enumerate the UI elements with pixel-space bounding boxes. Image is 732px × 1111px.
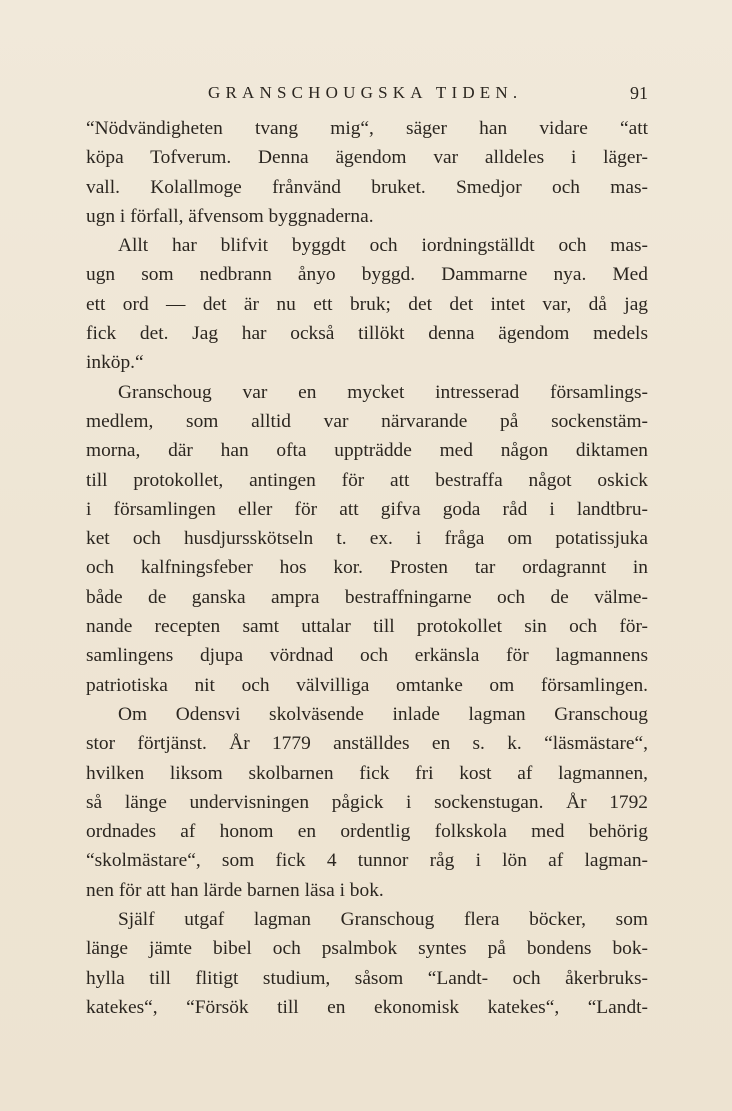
text-line: patriotiska nit och välvilliga omtanke om församlingen.: [86, 674, 648, 696]
text-line: till protokollet, antingen för att bestraffa något oskick: [86, 469, 648, 491]
page-header: [86, 78, 648, 108]
text-line: medlem, som alltid var närvarande på sockenstäm-: [86, 410, 648, 432]
text-line: Om Odensvi skolväsende inlade lagman Granschoug: [118, 703, 648, 725]
text-line: ugn i förfall, äfvensom byggnaderna.: [86, 205, 374, 227]
text-line: Själf utgaf lagman Granschoug flera böcker, som: [118, 909, 648, 931]
text-line: nen för att han lärde barnen läsa i bok.: [86, 879, 384, 901]
text-line: samlingens djupa vördnad och erkänsla för lagmannens: [86, 645, 648, 667]
text-line: stor förtjänst. År 1779 anställdes en s. k. “läsmästare“,: [86, 733, 648, 755]
text-line: i församlingen eller för att gifva goda råd i landtbru-: [86, 498, 648, 520]
text-line: både de ganska ampra bestraffningarne och de välme-: [86, 586, 648, 608]
text-line: Granschoug var en mycket intresserad församlings-: [118, 381, 648, 403]
text-line: köpa Tofverum. Denna ägendom var alldeles i läger-: [86, 147, 648, 169]
text-line: inköp.“: [86, 352, 144, 374]
text-line: och kalfningsfeber hos kor. Prosten tar ordagrannt in: [86, 557, 648, 579]
text-line: ket och husdjursskötseln t. ex. i fråga om potatissjuka: [86, 528, 648, 550]
text-line: nande recepten samt uttalar till protokollet sin och för-: [86, 616, 648, 638]
text-line: “Nödvändigheten tvang mig“, säger han vidare “att: [86, 118, 648, 139]
text-line: katekes“, “Försök till en ekonomisk katekes“, “Landt-: [86, 996, 648, 1018]
text-line: fick det. Jag har också tillökt denna ägendom medels: [86, 323, 648, 345]
body-text: [86, 114, 648, 1022]
text-line: hylla till flitigt studium, såsom “Landt- och åkerbruks-: [86, 967, 648, 989]
text-line: så länge undervisningen pågick i sockenstugan. År 1792: [86, 791, 648, 813]
text-line: ett ord — det är nu ett bruk; det det intet var, då jag: [86, 293, 648, 315]
text-line: “skolmästare“, som fick 4 tunnor råg i lön af lagman-: [86, 850, 648, 872]
text-line: vall. Kolallmoge frånvänd bruket. Smedjor och mas-: [86, 176, 648, 198]
running-title: GRANSCHOUGSKA TIDEN.: [208, 83, 523, 102]
text-line: Allt har blifvit byggdt och iordningställdt och mas-: [118, 235, 648, 257]
text-line: morna, där han ofta uppträdde med någon diktamen: [86, 440, 648, 462]
page-number: 91: [630, 83, 648, 103]
text-line: länge jämte bibel och psalmbok syntes på bondens bok-: [86, 938, 648, 960]
text-line: hvilken liksom skolbarnen fick fri kost af lagmannen,: [86, 762, 648, 784]
text-line: ordnades af honom en ordentlig folkskola med behörig: [86, 821, 648, 843]
text-line: ugn som nedbrann ånyo byggd. Dammarne nya. Med: [86, 264, 648, 286]
